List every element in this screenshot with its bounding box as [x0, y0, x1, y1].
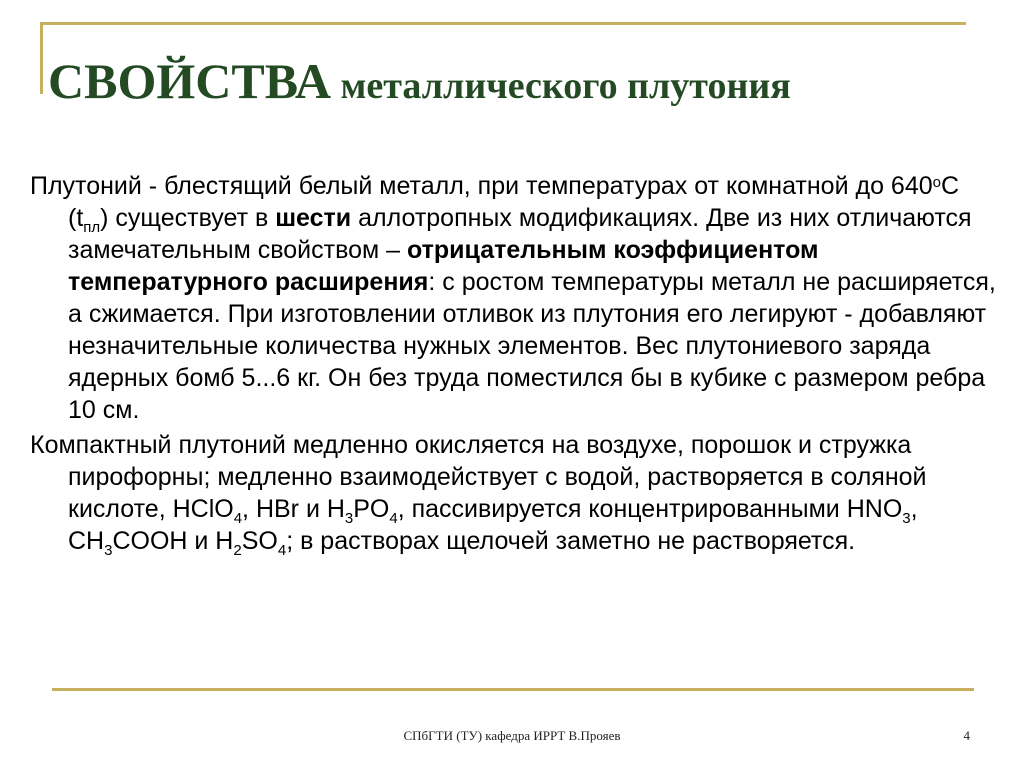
left-rule: [40, 22, 43, 94]
p1-text-2: С (t: [68, 172, 960, 232]
title-rest: металлического плутония: [331, 65, 791, 107]
p2-sub-2: 3: [344, 510, 354, 527]
p2-text-8: ; в растворах щелочей заметно не растворяется.: [286, 527, 856, 555]
top-rule: [40, 22, 966, 25]
p2-sub-4: 3: [902, 510, 911, 527]
p2-sub-3: 4: [389, 510, 398, 527]
p2-text-5: , CH: [68, 495, 918, 555]
p2-text-2: , HBr и H: [242, 495, 345, 523]
p2-sub-1: 4: [233, 510, 243, 527]
p2-sub-7: 4: [277, 542, 287, 559]
p1-text-3: ) существует в: [100, 204, 276, 232]
p1-degree-sup: о: [932, 174, 941, 191]
paragraph-plutonium-properties: [30, 170, 1000, 426]
paragraph-chemical-properties: [30, 429, 1000, 557]
p2-sub-6: 2: [233, 542, 242, 559]
p2-text-1: Компактный плутоний медленно окисляется на воздухе, порошок и стружка пирофорны; медленно взаимодействует с водой, растворяется в соляной кислоте, HClO: [30, 431, 927, 523]
p1-bold-coefficient: отрицательным коэффициентом температурного расширения: [68, 236, 819, 296]
p1-text-4: аллотропных модификациях. Две из них отличаются замечательным свойством –: [68, 204, 972, 264]
p2-text-4: , пассивируется концентрированными HNO: [397, 495, 903, 523]
slide-body: [30, 170, 1000, 560]
p1-melting-sub: пл: [83, 219, 101, 236]
p1-text-5: : с ростом температуры металл не расширяется, а сжимается. При изготовлении отливок из плутония его легируют - добавляют незначительные количества нужных элементов. Вес плутониевого заряда ядерных бомб 5...6 кг. Он без труда поместился бы в кубике с размером ребра 10 см.: [68, 268, 996, 424]
slide-title: [48, 46, 948, 122]
page-number: 4: [963, 728, 970, 743]
p2-text-6: COOH и H: [112, 527, 234, 555]
p2-text-7: SO: [241, 527, 278, 555]
p1-bold-six: шести: [275, 204, 352, 232]
title-caps: СВОЙСТВА: [48, 53, 332, 109]
bottom-rule: [52, 688, 974, 691]
p1-text-1: Плутоний - блестящий белый металл, при температурах от комнатной до 640: [30, 172, 933, 200]
p2-sub-5: 3: [104, 542, 113, 559]
footer-credit: СПбГТИ (ТУ) кафедра ИРРТ В.Прояев: [403, 728, 621, 743]
p2-text-3: PO: [353, 495, 390, 523]
